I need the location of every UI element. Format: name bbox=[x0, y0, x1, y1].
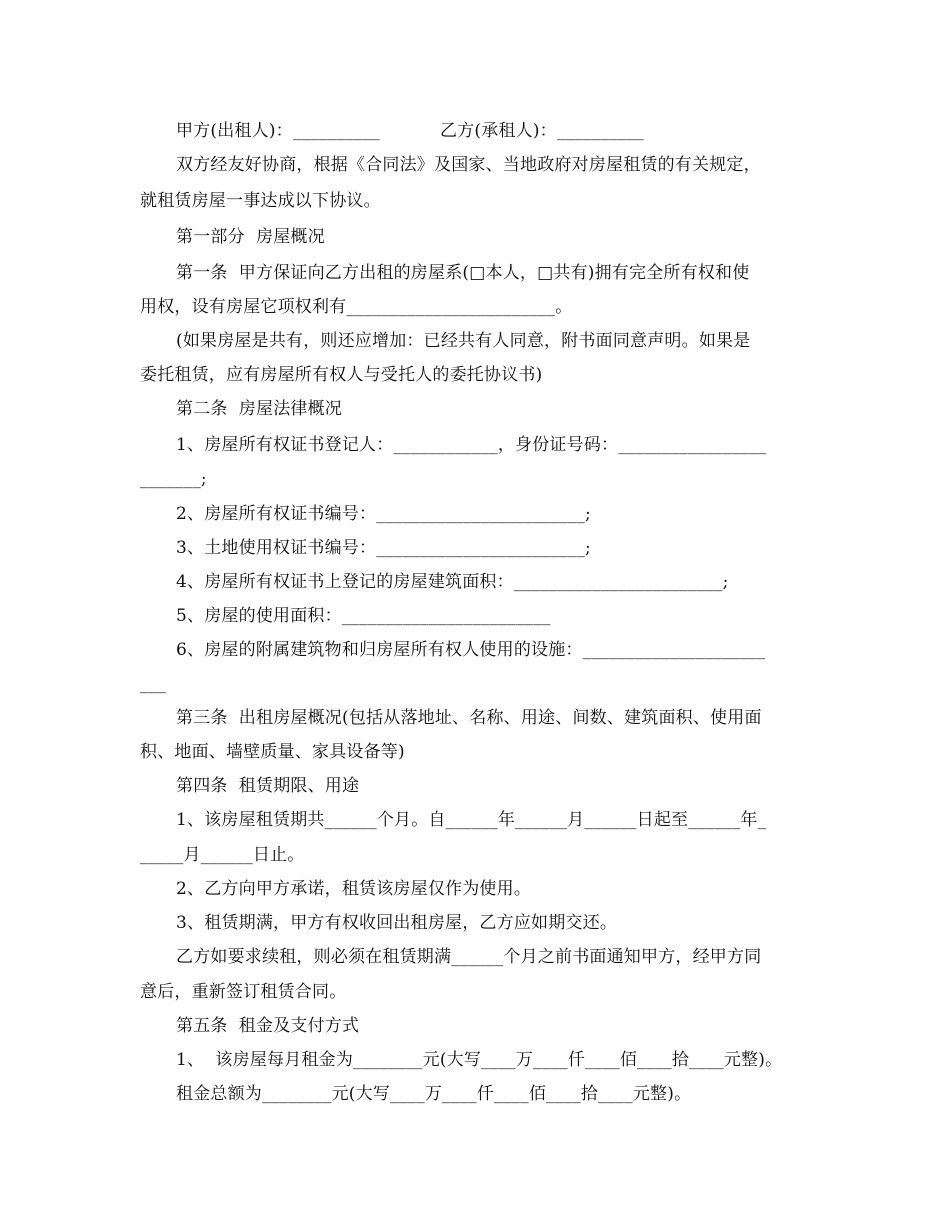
article3-line-1: 第三条 出租房屋概况(包括从落地址、名称、用途、间数、建筑面积、使用面 bbox=[176, 708, 762, 728]
article1-line-2: 用权，设有房屋它项权利有________________________。 bbox=[140, 297, 573, 317]
article2-item-4: 4、房屋所有权证书上登记的房屋建筑面积：________________________; bbox=[176, 572, 729, 592]
article2-heading: 第二条 房屋法律概况 bbox=[176, 399, 343, 419]
article2-item-2: 2、房屋所有权证书编号：________________________; bbox=[176, 504, 591, 524]
renewal-line-2: 意后，重新签订租赁合同。 bbox=[140, 982, 347, 1002]
preamble-line-2: 就租赁房屋一事达成以下协议。 bbox=[140, 191, 381, 211]
article2-item-3: 3、土地使用权证书编号：________________________; bbox=[176, 538, 591, 558]
part1-heading: 第一部分 房屋概况 bbox=[176, 227, 325, 247]
article1-line-1: 第一条 甲方保证向乙方出租的房屋系(□本人，□共有)拥有完全所有权和使 bbox=[176, 263, 750, 283]
article4-item-2: 2、乙方向甲方承诺，租赁该房屋仅作为使用。 bbox=[176, 879, 532, 899]
party-a-field: 甲方(出租人)：__________ bbox=[176, 121, 380, 141]
article4-heading: 第四条 租赁期限、用途 bbox=[176, 776, 360, 796]
article4-item-3: 3、租赁期满，甲方有权收回出租房屋，乙方应如期交还。 bbox=[176, 913, 618, 933]
article5-total: 租金总额为________元(大写____万____仟____佰____拾____元整)。 bbox=[176, 1084, 692, 1104]
article3-line-2: 积、地面、墙壁质量、家具设备等) bbox=[140, 742, 405, 762]
renewal-line-1: 乙方如要求续租，则必须在租赁期满______个月之前书面通知甲方，经甲方同 bbox=[176, 947, 762, 967]
article2-item-6-line-2: ___ bbox=[140, 674, 167, 694]
article4-item-1-line-2: _____月______日止。 bbox=[140, 845, 305, 865]
article4-item-1-line-1: 1、该房屋租赁期共______个月。自______年______月______日起至______年_ bbox=[176, 810, 767, 830]
article2-item-1-line-2: _______; bbox=[140, 469, 207, 489]
article1-note-line-2: 委托租赁，应有房屋所有权人与受托人的委托协议书) bbox=[140, 365, 543, 385]
article2-item-5: 5、房屋的使用面积：________________________ bbox=[176, 606, 551, 626]
article5-item-1: 1、 该房屋每月租金为________元(大写____万____仟____佰____拾____元整)。 bbox=[176, 1050, 783, 1070]
article1-note-line-1: (如果房屋是共有，则还应增加：已经共有人同意，附书面同意声明。如果是 bbox=[176, 331, 751, 351]
article2-item-1-line-1: 1、房屋所有权证书登记人：____________，身份证号码：_________________ bbox=[176, 435, 767, 455]
article5-heading: 第五条 租金及支付方式 bbox=[176, 1016, 360, 1036]
article2-item-6-line-1: 6、房屋的附属建筑物和归房屋所有权人使用的设施：_____________________ bbox=[176, 640, 766, 660]
party-b-field: 乙方(承租人)：__________ bbox=[440, 121, 644, 141]
preamble-line-1: 双方经友好协商，根据《合同法》及国家、当地政府对房屋租赁的有关规定， bbox=[176, 155, 761, 175]
